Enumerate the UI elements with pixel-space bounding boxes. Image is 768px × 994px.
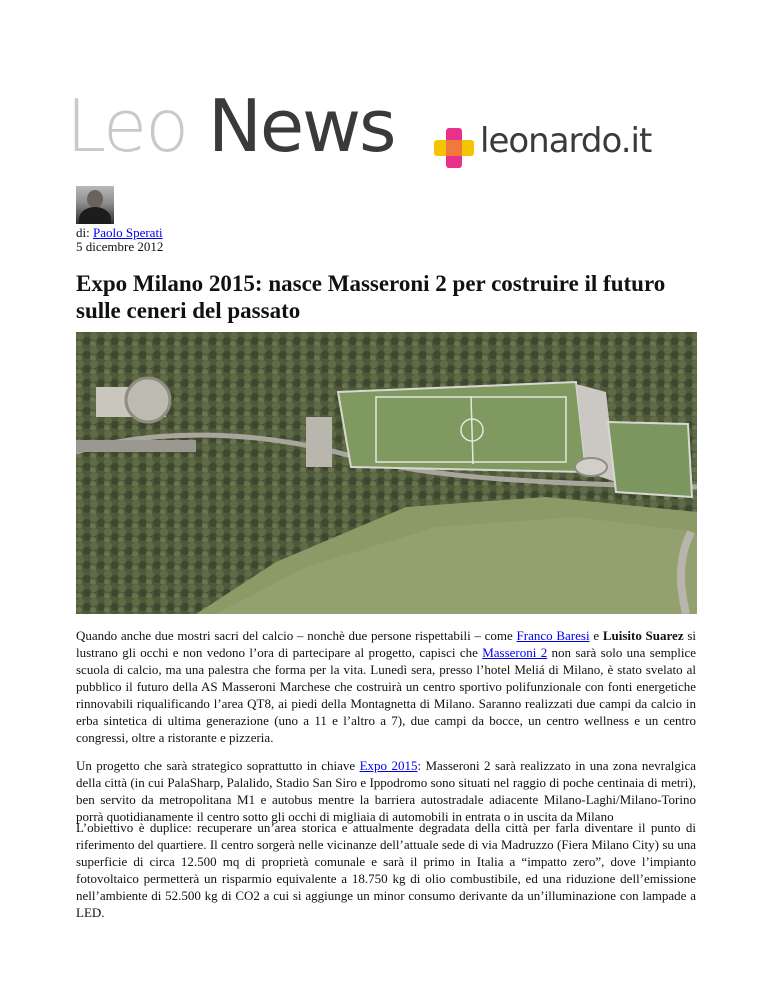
logo-leonardo-text: leonardo.it xyxy=(480,121,652,161)
article-paragraph-2 xyxy=(76,757,696,825)
article-hero-image xyxy=(76,332,697,614)
p1-text-4: non sarà solo una semplice scuola di calcio, ma una palestra che forma per la vita. Lunedì sera, presso l’hotel Meliá di Milano, è stato svelato al pubblico il futuro della AS Masseroni Marchese che costruirà un centro sportivo polifunzionale con fonti energetiche rinnovabili riqualificando l’area QT8, ai piedi della Montagnetta di Milano. Saranno realizzati due campi da calcio in erba sintetica di ultima generazione (uno a 11 e l’altro a 7), due campi da bocce, un centro wellness e un centro congressi, oltre a ristorante e pizzeria. xyxy=(76,645,696,745)
article-title: Expo Milano 2015: nasce Masseroni 2 per costruire il futuro sulle ceneri del passato xyxy=(76,271,666,323)
p2-text-2: : Masseroni 2 sarà realizzato in una zona nevralgica della città (in cui PalaSharp, Palalido, Stadio San Siro e Ippodromo sono situati nel raggio di poche centinaia di metri), ben servito da metropolitana M1 e autobus mentre la barriera autostradale adiacente Milano-Laghi/Milano-Torino porrà quotidianamente il centro sotto gli occhi di migliaia di automobili in entrata o in uscita da Milano xyxy=(76,758,696,824)
p2-text-1: Un progetto che sarà strategico soprattutto in chiave xyxy=(76,758,360,773)
plus-icon xyxy=(430,124,478,172)
article-date: 5 dicembre 2012 xyxy=(76,239,164,254)
logo-news-text: News xyxy=(208,84,395,168)
luisito-suarez-bold: Luisito Suarez xyxy=(602,628,684,643)
site-logo[interactable] xyxy=(66,84,652,170)
p1-text-1: Quando anche due mostri sacri del calcio – nonchè due persone rispettabili – come xyxy=(76,628,517,643)
franco-baresi-link[interactable]: Franco Baresi xyxy=(516,628,590,643)
article-paragraph-3: L’obiettivo è duplice: recuperare un’area storica e attualmente degradata della città per farla diventare il punto di riferimento del quartiere. Il centro sorgerà nelle vicinanze dell’attuale sede di via Madruzzo (Fiera Milano City) su una superficie di circa 12.500 mq di proprietà comunale e sarà il primo in Italia a “impatto zero”, dove l’impianto fotovoltaico permetterà un risparmio equivalente a 18.750 kg di olio combustibile, ed una riduzione dell’emissione nell’ambiente di 52.500 kg di CO2 a cui si aggiunge un minor consumo derivante da un’illuminazione con lampade a LED. xyxy=(76,820,696,920)
p1-text-2: e xyxy=(589,628,603,643)
byline-prefix: di: xyxy=(76,225,93,240)
author-avatar xyxy=(76,186,114,224)
masseroni-2-link[interactable]: Masseroni 2 xyxy=(482,645,548,660)
author-byline xyxy=(76,226,163,240)
article-paragraph-1 xyxy=(76,627,696,746)
expo-2015-link[interactable]: Expo 2015 xyxy=(359,758,418,773)
p1-text-3: si lustrano gli occhi e non vedono l’ora di partecipare al progetto, capisci che xyxy=(76,628,696,660)
author-link[interactable]: Paolo Sperati xyxy=(92,225,163,240)
logo-leo-text: Leo xyxy=(66,84,188,168)
